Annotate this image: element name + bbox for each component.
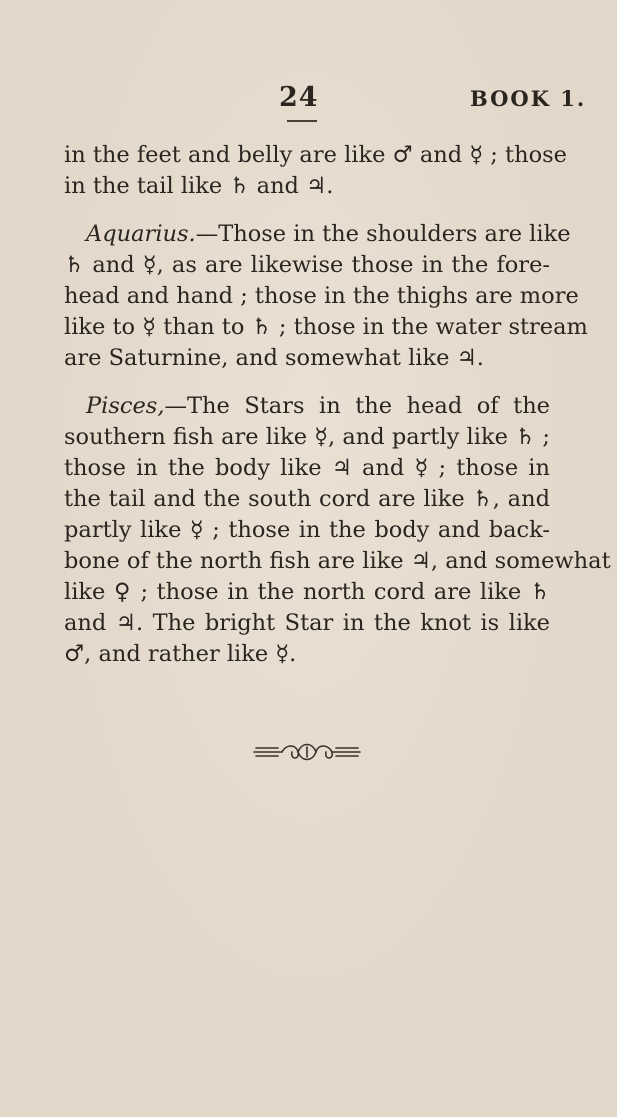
text-line: southern fish are like ☿, and partly like ♄ ;	[64, 424, 550, 450]
text-line: in the tail like ♄ and ♃.	[64, 173, 334, 199]
text-line: like ♀ ; those in the north cord are like ♄	[64, 579, 550, 605]
constellation-name: Aquarius.	[86, 221, 196, 247]
running-head: BOOK 1.	[470, 86, 587, 111]
page-number: 24	[279, 82, 319, 113]
text-line: bone of the north fish are like ♃, and somewhat	[64, 548, 611, 574]
text-line: head and hand ; those in the thighs are more	[64, 283, 579, 309]
text-line: partly like ☿ ; those in the body and back-	[64, 517, 550, 543]
scroll-ornament-icon	[252, 738, 362, 766]
text-line: ♄ and ☿, as are likewise those in the fore-	[64, 252, 550, 278]
page-header	[0, 82, 617, 122]
text-line: those in the body like ♃ and ☿ ; those in	[64, 455, 550, 481]
body-text	[64, 140, 611, 670]
text-line: the tail and the south cord are like ♄, and	[64, 486, 550, 512]
text-line: like to ☿ than to ♄ ; those in the water stream	[64, 314, 588, 340]
text-line: Pisces,—The Stars in the head of the	[86, 393, 550, 419]
text-line: and ♃. The bright Star in the knot is like	[64, 610, 550, 636]
page-number-rule	[287, 120, 317, 122]
text-line: ♂, and rather like ☿.	[64, 641, 297, 667]
text-line: in the feet and belly are like ♂ and ☿ ; those	[64, 142, 567, 168]
text-line: are Saturnine, and somewhat like ♃.	[64, 345, 484, 371]
constellation-name: Pisces,	[86, 393, 165, 419]
text-line: Aquarius.—Those in the shoulders are like	[86, 221, 571, 247]
